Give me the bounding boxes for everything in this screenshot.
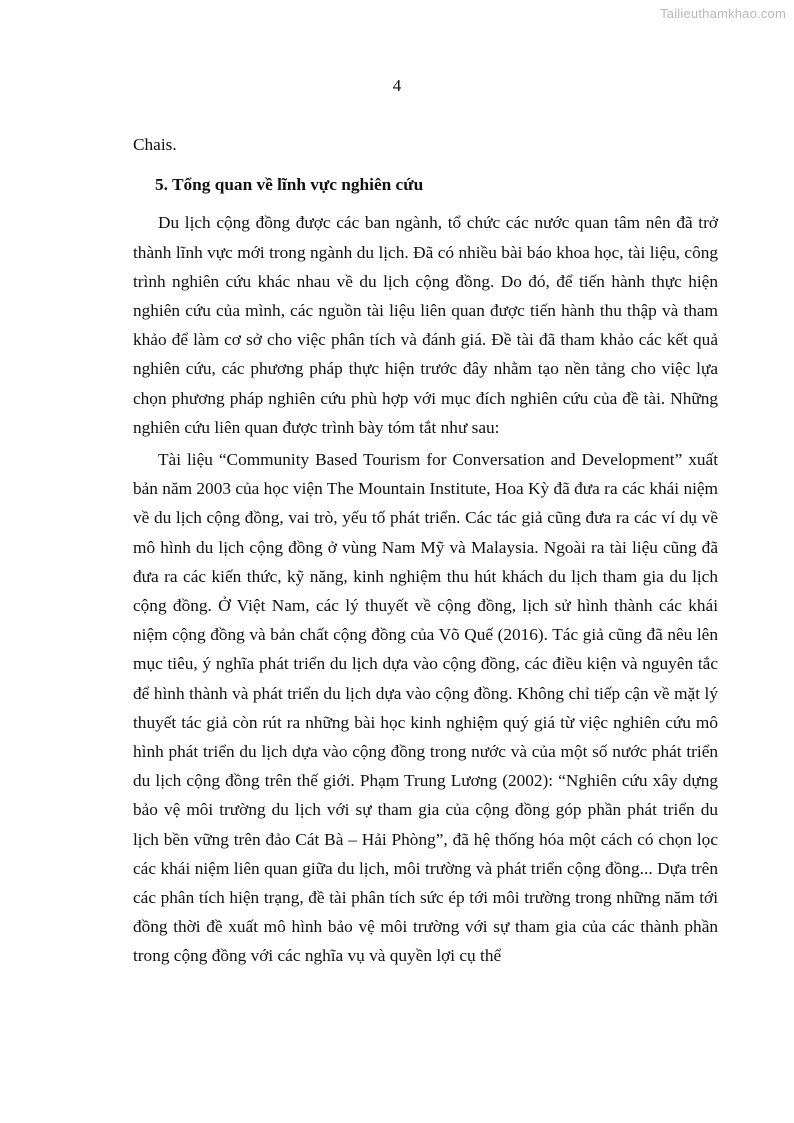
document-body (133, 130, 718, 971)
continuation-text: Chais. (133, 135, 177, 154)
watermark: Tailieuthamkhao.com (660, 6, 786, 21)
section-heading: 5. Tổng quan về lĩnh vực nghiên cứu (155, 175, 424, 195)
paragraph-intro: Du lịch cộng đồng được các ban ngành, tổ chức các nước quan tâm nên đã trở thành lĩnh vực mới trong ngành du lịch. Đã có nhiều bài báo khoa học, tài liệu, công trình nghiên cứu khác nhau về du lịch cộng đồng. Do đó, để tiến hành thực hiện nghiên cứu của mình, các nguồn tài liệu liên quan được tiến hành thu thập và tham khảo để làm cơ sở cho việc phân tích và đánh giá. Đề tài đã tham khảo các kết quả nghiên cứu, các phương pháp thực hiện trước đây nhằm tạo nền tảng cho việc lựa chọn phương pháp nghiên cứu phù hợp với mục đích nghiên cứu của đề tài. Những nghiên cứu liên quan được trình bày tóm tắt như sau: (133, 213, 718, 437)
page-number: 4 (392, 76, 402, 95)
paragraph-literature: Tài liệu “Community Based Tourism for Conversation and Development” xuất bản năm 2003 của học viện The Mountain Institute, Hoa Kỳ đã đưa ra các khái niệm về du lịch cộng đồng, vai trò, yếu tố phát triển. Các tác giả cũng đưa ra các ví dụ về mô hình du lịch cộng đồng ở vùng Nam Mỹ và Malaysia. Ngoài ra tài liệu cũng đã đưa ra các kiến thức, kỹ năng, kinh nghiệm thu hút khách du lịch tham gia du lịch cộng đồng. Ở Việt Nam, các lý thuyết về cộng đồng, lịch sử hình thành các khái niệm cộng đồng và bản chất cộng đồng của Võ Quế (2016). Tác giả cũng đã nêu lên mục tiêu, ý nghĩa phát triển du lịch dựa vào cộng đồng, các điều kiện và nguyên tắc để hình thành và phát triển du lịch dựa vào cộng đồng. Không chỉ tiếp cận về mặt lý thuyết tác giả còn rút ra những bài học kinh nghiệm quý giá từ việc nghiên cứu mô hình phát triển du lịch dựa vào cộng đồng trong nước và của một số nước phát triển du lịch cộng đồng trên thế giới. Phạm Trung Lương (2002): “Nghiên cứu xây dựng bảo vệ môi trường du lịch với sự tham gia của cộng đồng góp phần phát triển du lịch bền vững trên đảo Cát Bà – Hải Phòng”, đã hệ thống hóa một cách có chọn lọc các khái niệm liên quan giữa du lịch, môi trường và phát triển cộng đồng... Dựa trên các phân tích hiện trạng, đề tài phân tích sức ép tới môi trường trong những năm tới đồng thời đề xuất mô hình bảo vệ môi trường với sự tham gia của các thành phần trong cộng đồng với các nghĩa vụ và quyền lợi cụ thể (133, 450, 718, 966)
